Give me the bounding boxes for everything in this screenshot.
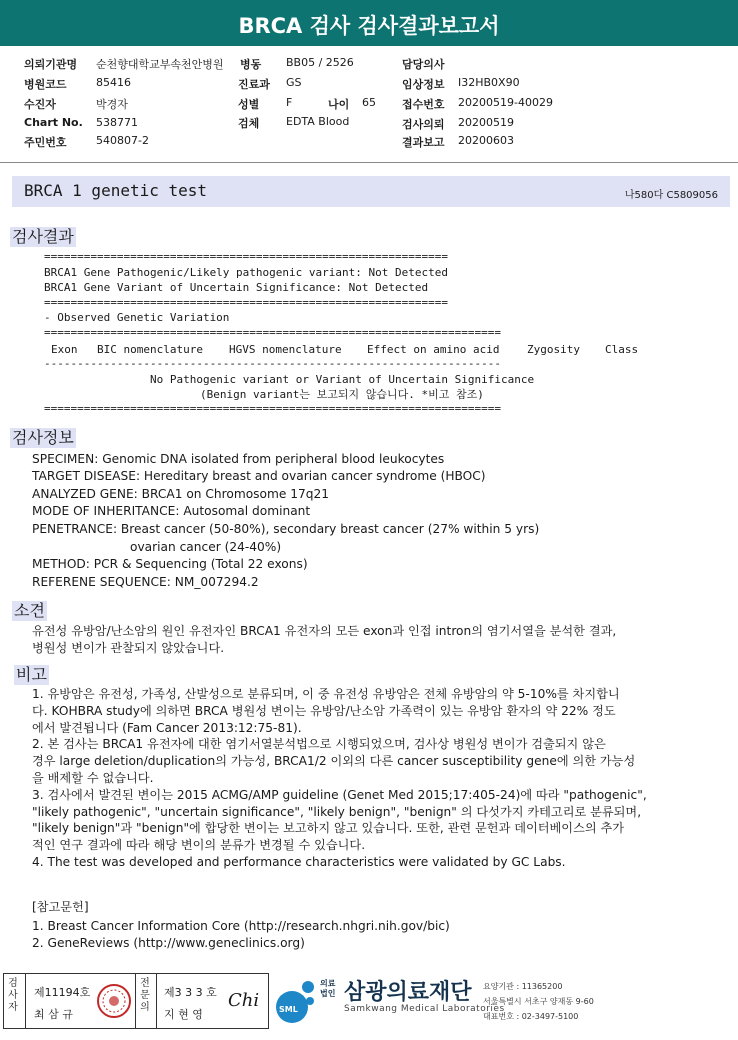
department-value: GS — [286, 76, 302, 89]
finding-heading: 소견 — [14, 601, 45, 620]
age-label: 나이 — [328, 98, 350, 111]
result-vus: BRCA1 Gene Variant of Uncertain Significance: Not Detected — [44, 281, 429, 294]
col-zygosity: Zygosity — [527, 343, 580, 356]
col-bic: BIC nomenclature — [97, 343, 203, 356]
specialist-signature: Chi — [228, 990, 260, 1011]
receipt-value: 20200519-40029 — [458, 96, 553, 109]
test-info-method: METHOD: PCR & Sequencing (Total 22 exons) — [32, 557, 308, 571]
age-value: 65 — [362, 96, 376, 109]
test-info-heading: 검사정보 — [12, 428, 74, 447]
receipt-label: 접수번호 — [402, 98, 445, 111]
finding-line: 유전성 유방암/난소암의 원인 유전자인 BRCA1 유전자의 모든 exon과 인접 intron의 염기서열을 분석한 결과, — [32, 624, 617, 638]
org-name: 삼광의료재단 — [344, 980, 472, 1005]
specialist-license: 제3 3 3 호 — [164, 986, 217, 999]
contact-line: 서울특별시 서초구 양재동 9-60 — [483, 997, 594, 1006]
test-title-box — [12, 176, 730, 207]
divider — [25, 974, 26, 1028]
info-divider — [0, 162, 738, 163]
ward-value: BB05 / 2526 — [286, 56, 354, 69]
sml-logo-icon — [272, 977, 318, 1025]
test-info-penetrance: PENETRANCE: Breast cancer (50-80%), secondary breast cancer (27% within 5 yrs) — [32, 522, 540, 536]
result-none-line2: (Benign variant는 보고되지 않습니다. *비고 참조) — [200, 388, 484, 401]
result-rule-bottom: ===================================================================== — [44, 402, 501, 415]
test-code: 나580다 C5809056 — [624, 190, 718, 201]
remark-line: 1. 유방암은 유전성, 가족성, 산발성으로 분류되며, 이 중 유전성 유방암은 전체 유방암의 약 5-10%를 차지합니 — [32, 687, 620, 701]
org-kind: 의료법인 — [320, 979, 336, 998]
references-heading: [참고문헌] — [32, 900, 89, 914]
resident-value: 540807-2 — [96, 134, 149, 147]
contact-line: 대표번호 : 02-3497-5100 — [483, 1012, 579, 1021]
result-rule-top: ============================================================= — [44, 250, 448, 263]
request-value: 20200519 — [458, 116, 514, 129]
patient-value: 박경자 — [96, 98, 128, 111]
chart-label: Chart No. — [24, 116, 83, 129]
remark-line: 3. 검사에서 발견된 변이는 2015 ACMG/AMP guideline (Genet Med 2015;17:405-24)에 따라 "pathogenic", — [32, 787, 647, 802]
remarks-heading: 비고 — [16, 665, 47, 684]
org-english: Samkwang Medical Laboratories — [344, 1004, 505, 1014]
report-date-label: 결과보고 — [402, 136, 445, 149]
remark-line: 다. KOHBRA study에 의하면 BRCA 병원성 변이는 유방암/난소암 가족력이 있는 유방암 환자의 약 22% 정도 — [32, 703, 616, 718]
test-info-specimen: SPECIMEN: Genomic DNA isolated from peripheral blood leukocytes — [32, 452, 445, 466]
result-rule-mid: ============================================================= — [44, 296, 448, 309]
institution-label: 의뢰기관명 — [24, 58, 78, 71]
examiner-name: 최 삼 규 — [34, 1008, 73, 1021]
remark-line: 2. 본 검사는 BRCA1 유전자에 대한 염기서열분석법으로 시행되었으며, 검사상 병원성 변이가 검출되지 않은 — [32, 737, 606, 752]
test-info-disease: TARGET DISEASE: Hereditary breast and ovarian cancer syndrome (HBOC) — [32, 469, 486, 483]
remark-line: 경우 large deletion/duplication의 가능성, BRCA1/2 이외의 다른 cancer susceptibility gene에 의한 가능성 — [32, 754, 636, 769]
remark-line: 에서 발견됩니다 (Fam Cancer 2013:12:75-81). — [32, 720, 302, 735]
department-label: 진료과 — [238, 78, 270, 91]
reference-item: 2. GeneReviews (http://www.geneclinics.org) — [32, 936, 305, 950]
remark-line: 을 배제할 수 없습니다. — [32, 770, 154, 785]
col-effect: Effect on amino acid — [367, 343, 500, 356]
result-none-line1: No Pathogenic variant or Variant of Uncertain Significance — [150, 373, 535, 386]
clinical-info-value: I32HB0X90 — [458, 76, 520, 89]
hospital-code-value: 85416 — [96, 76, 131, 89]
institution-value: 순천향대학교부속천안병원 — [96, 58, 224, 71]
report-date-value: 20200603 — [458, 134, 514, 147]
remark-line: "likely benign"과 "benign"에 합당한 변이는 보고하지 않고 있습니다. 또한, 관련 문헌과 데이터베이스의 추가 — [32, 821, 625, 836]
patient-label: 수진자 — [24, 98, 56, 111]
remark-line: 적인 연구 결과에 따라 해당 변이의 분류가 변경될 수 있습니다. — [32, 838, 366, 853]
request-label: 검사의뢰 — [402, 118, 445, 131]
result-pathogenic: BRCA1 Gene Pathogenic/Likely pathogenic variant: Not Detected — [44, 266, 448, 279]
col-exon: Exon — [51, 343, 78, 356]
specialist-label: 전문의 — [140, 978, 150, 1013]
test-info-reference: REFERENE SEQUENCE: NM_007294.2 — [32, 575, 259, 589]
test-title: BRCA 1 genetic test — [24, 181, 208, 200]
org-contact — [483, 979, 594, 1024]
finding-line: 병원성 변이가 관찰되지 않았습니다. — [32, 640, 225, 655]
patient-info-panel — [0, 50, 738, 154]
ward-label: 병동 — [240, 58, 262, 71]
test-info-penetrance-ovarian: ovarian cancer (24-40%) — [130, 540, 282, 554]
clinical-info-label: 임상정보 — [402, 78, 445, 91]
col-hgvs: HGVS nomenclature — [229, 343, 342, 356]
specimen-value: EDTA Blood — [286, 115, 350, 128]
finding-text — [32, 623, 732, 657]
signature-box — [3, 973, 269, 1029]
examiner-label: 검사자 — [8, 978, 18, 1013]
doctor-label: 담당의사 — [402, 58, 445, 71]
sex-label: 성별 — [238, 98, 260, 111]
result-heading: 검사결과 — [12, 227, 74, 246]
test-info-gene: ANALYZED GENE: BRCA1 on Chromosome 17q21 — [32, 487, 329, 501]
test-info-inheritance: MODE OF INHERITANCE: Autosomal dominant — [32, 504, 311, 518]
result-dash-line: --------------------------------------------------------------------- — [44, 357, 501, 370]
hospital-code-label: 병원코드 — [24, 78, 67, 91]
remark-line: 4. The test was developed and performance characteristics were validated by GC Labs. — [32, 854, 566, 869]
result-rule-table-top: ===================================================================== — [44, 326, 501, 339]
examiner-license: 제11194호 — [34, 986, 91, 999]
specimen-label: 검체 — [238, 117, 260, 130]
result-observed: - Observed Genetic Variation — [44, 311, 230, 324]
contact-line: 요양기관 : 11365200 — [483, 982, 563, 991]
chart-value: 538771 — [96, 116, 138, 129]
official-seal-icon — [96, 983, 132, 1019]
report-title: BRCA 검사 검사결과보고서 — [0, 0, 738, 46]
divider — [156, 974, 157, 1028]
reference-item: 1. Breast Cancer Information Core (http://research.nhgri.nih.gov/bic) — [32, 919, 450, 933]
resident-label: 주민번호 — [24, 136, 67, 149]
org-abbr: SML — [279, 1005, 298, 1014]
sex-value: F — [286, 96, 293, 109]
specialist-name: 지 현 영 — [164, 1008, 203, 1021]
remarks-text — [32, 686, 732, 871]
remark-line: "likely pathogenic", "uncertain significance", "likely benign", "benign" 의 다섯가지 카테고리로 분류되며, — [32, 804, 642, 819]
col-class: Class — [605, 343, 639, 356]
